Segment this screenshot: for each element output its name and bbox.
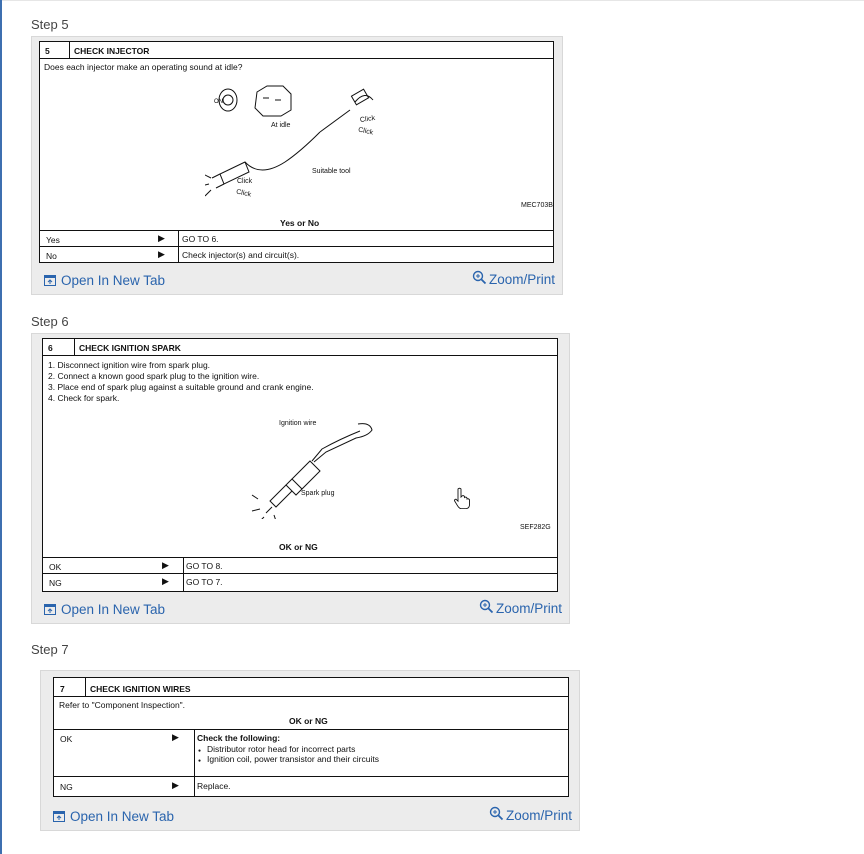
decision-label: Yes or No bbox=[280, 218, 320, 228]
open-new-tab-icon bbox=[44, 275, 56, 286]
figure-label-at-idle: At idle bbox=[271, 122, 291, 129]
zoom-in-icon bbox=[479, 599, 494, 614]
answer-ok: OK bbox=[49, 562, 62, 572]
zoom-print-link[interactable] bbox=[479, 599, 562, 617]
open-in-new-tab-link[interactable] bbox=[44, 602, 165, 617]
result-no: Check injector(s) and circuit(s). bbox=[182, 250, 300, 260]
figure-label-click: Click bbox=[237, 178, 253, 185]
step-6-footer bbox=[32, 595, 569, 623]
instruction-item: 1. Disconnect ignition wire from spark plug. bbox=[48, 360, 211, 370]
answer-ng: NG bbox=[49, 578, 62, 588]
figure-code: SEF282G bbox=[520, 524, 551, 531]
arrow-icon: ▶ bbox=[158, 233, 165, 243]
zoom-print-link[interactable] bbox=[472, 270, 555, 288]
answer-no: No bbox=[46, 251, 57, 261]
figure-label-suitable-tool: Suitable tool bbox=[312, 168, 351, 175]
figure-code: MEC703B bbox=[521, 202, 553, 209]
figure-label-spark-plug: Spark plug bbox=[301, 490, 335, 497]
open-in-new-tab-link[interactable] bbox=[53, 809, 174, 824]
open-in-new-tab-link[interactable] bbox=[44, 273, 165, 288]
step-title: CHECK IGNITION WIRES bbox=[90, 684, 191, 694]
hand-pointer-icon bbox=[453, 487, 471, 509]
arrow-icon: ▶ bbox=[162, 576, 169, 586]
injector-illustration bbox=[205, 80, 385, 205]
zoom-in-icon bbox=[472, 270, 487, 285]
step-number: 6 bbox=[48, 343, 53, 353]
decision-label: OK or NG bbox=[279, 542, 318, 552]
result-ok bbox=[197, 733, 379, 765]
step-6-procedure-image bbox=[42, 338, 558, 592]
instruction-item: 2. Connect a known good spark plug to the ignition wire. bbox=[48, 371, 260, 381]
open-new-tab-icon bbox=[53, 811, 65, 822]
step-5-footer bbox=[32, 266, 562, 294]
step-7-card bbox=[40, 670, 580, 831]
step-5-label: Step 5 bbox=[31, 17, 69, 32]
step-question: Does each injector make an operating sound at idle? bbox=[44, 62, 243, 72]
step-7-footer bbox=[41, 802, 579, 830]
open-in-new-tab-label: Open In New Tab bbox=[61, 602, 166, 617]
result-yes: GO TO 6. bbox=[182, 234, 219, 244]
result-ng: GO TO 7. bbox=[186, 577, 223, 587]
left-accent-border bbox=[0, 0, 2, 854]
top-border bbox=[0, 0, 864, 1]
open-new-tab-icon bbox=[44, 604, 56, 615]
step-6-label: Step 6 bbox=[31, 314, 69, 329]
step-title: CHECK INJECTOR bbox=[74, 46, 150, 56]
check-item: ● Ignition coil, power transistor and their circuits bbox=[207, 754, 379, 765]
svg-text:ON: ON bbox=[214, 99, 223, 105]
open-in-new-tab-label: Open In New Tab bbox=[61, 273, 166, 288]
zoom-print-label: Zoom/Print bbox=[495, 600, 562, 616]
zoom-print-label: Zoom/Print bbox=[505, 807, 572, 823]
figure-label-click: Click bbox=[235, 188, 252, 199]
figure-label-click: Click bbox=[357, 126, 374, 137]
result-ok: GO TO 8. bbox=[186, 561, 223, 571]
step-5-procedure-image bbox=[39, 41, 554, 263]
spark-plug-illustration bbox=[248, 419, 378, 519]
figure-label-ignition-wire: Ignition wire bbox=[279, 420, 317, 427]
answer-ng: NG bbox=[60, 782, 73, 792]
open-in-new-tab-label: Open In New Tab bbox=[70, 809, 175, 824]
answer-yes: Yes bbox=[46, 235, 60, 245]
step-6-card bbox=[31, 333, 570, 624]
step-title: CHECK IGNITION SPARK bbox=[79, 343, 181, 353]
instruction-list bbox=[48, 360, 314, 404]
check-item: ● Distributor rotor head for incorrect parts bbox=[207, 744, 379, 755]
arrow-icon: ▶ bbox=[158, 249, 165, 259]
instruction-item: 3. Place end of spark plug against a suitable ground and crank engine. bbox=[48, 382, 314, 392]
arrow-icon: ▶ bbox=[172, 732, 179, 742]
decision-label: OK or NG bbox=[289, 716, 328, 726]
figure-label-click: Click bbox=[359, 114, 376, 125]
step-number: 7 bbox=[60, 684, 65, 694]
arrow-icon: ▶ bbox=[172, 780, 179, 790]
zoom-print-label: Zoom/Print bbox=[488, 271, 555, 287]
instruction-item: 4. Check for spark. bbox=[48, 393, 120, 403]
answer-ok: OK bbox=[60, 734, 73, 744]
step-number: 5 bbox=[45, 46, 50, 56]
arrow-icon: ▶ bbox=[162, 560, 169, 570]
result-ng: Replace. bbox=[197, 781, 231, 791]
step-5-card bbox=[31, 36, 563, 295]
zoom-in-icon bbox=[489, 806, 504, 821]
step-7-label: Step 7 bbox=[31, 642, 69, 657]
result-check-title: Check the following: bbox=[197, 733, 281, 743]
step-7-procedure-image bbox=[53, 677, 569, 797]
step-question: Refer to "Component Inspection". bbox=[59, 700, 186, 710]
zoom-print-link[interactable] bbox=[489, 806, 572, 824]
